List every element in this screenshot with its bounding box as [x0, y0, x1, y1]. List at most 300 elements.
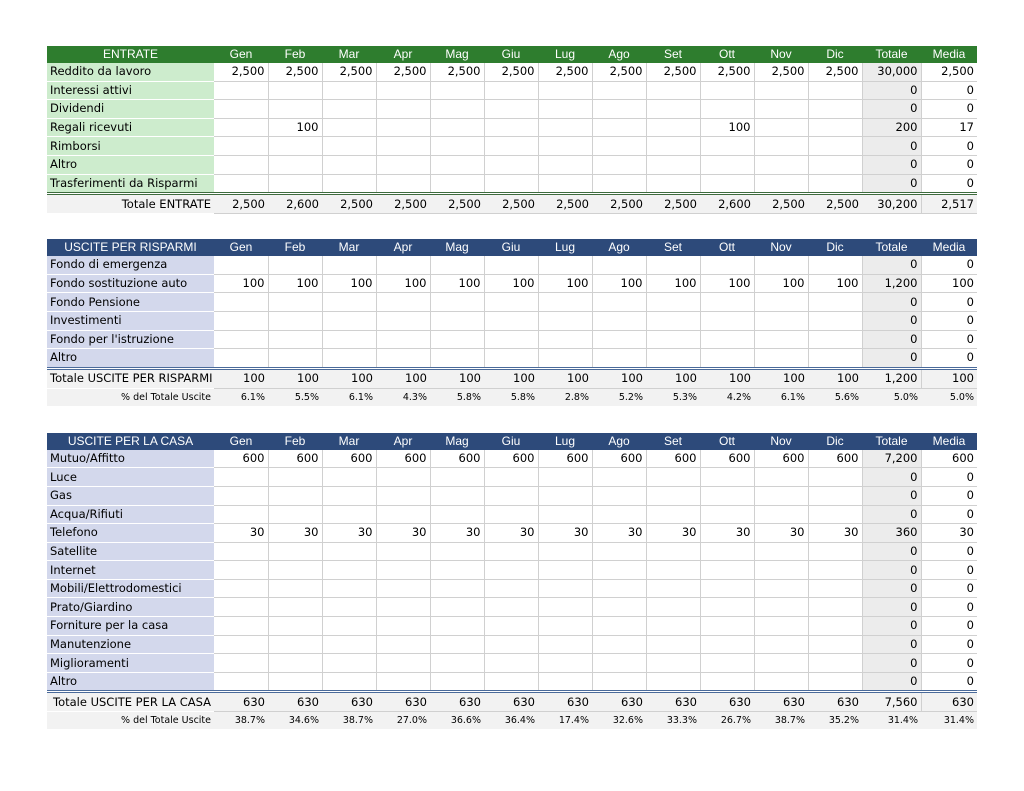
row-label[interactable]: Rimborsi	[47, 137, 214, 156]
month-cell[interactable]: 30	[592, 524, 646, 543]
month-cell[interactable]	[268, 137, 322, 156]
month-cell[interactable]	[592, 579, 646, 598]
month-cell[interactable]: 100	[646, 274, 700, 293]
month-cell[interactable]	[754, 654, 808, 673]
month-cell[interactable]: 2,500	[376, 63, 430, 81]
row-total-cell[interactable]: 0	[862, 486, 921, 505]
percent-month-cell[interactable]: 6.1%	[322, 388, 376, 406]
month-cell[interactable]	[646, 598, 700, 617]
percent-month-cell[interactable]: 26.7%	[700, 712, 754, 730]
row-average-cell[interactable]: 0	[921, 256, 977, 274]
total-month-cell[interactable]: 100	[538, 368, 592, 388]
month-cell[interactable]	[646, 468, 700, 487]
month-cell[interactable]	[808, 617, 862, 636]
month-cell[interactable]	[754, 505, 808, 524]
month-cell[interactable]	[376, 174, 430, 194]
month-cell[interactable]	[376, 256, 430, 274]
month-cell[interactable]	[538, 349, 592, 369]
row-average-cell[interactable]: 0	[921, 293, 977, 312]
row-label[interactable]: Investimenti	[47, 311, 214, 330]
total-month-cell[interactable]: 630	[430, 692, 484, 712]
row-total-cell[interactable]: 0	[862, 81, 921, 100]
percent-total-cell[interactable]: 31.4%	[862, 712, 921, 730]
month-cell[interactable]: 600	[700, 450, 754, 468]
month-cell[interactable]: 100	[268, 274, 322, 293]
month-cell[interactable]	[538, 330, 592, 349]
month-cell[interactable]	[214, 561, 268, 580]
month-cell[interactable]	[214, 174, 268, 194]
month-cell[interactable]	[808, 311, 862, 330]
month-cell[interactable]	[322, 293, 376, 312]
grand-total-cell[interactable]: 7,560	[862, 692, 921, 712]
row-label[interactable]: Miglioramenti	[47, 654, 214, 673]
month-cell[interactable]	[592, 330, 646, 349]
month-cell[interactable]	[376, 118, 430, 137]
month-cell[interactable]	[376, 486, 430, 505]
row-average-cell[interactable]: 0	[921, 598, 977, 617]
month-cell[interactable]	[538, 81, 592, 100]
month-cell[interactable]	[538, 468, 592, 487]
month-cell[interactable]	[376, 137, 430, 156]
total-month-cell[interactable]: 2,500	[592, 194, 646, 214]
month-cell[interactable]	[484, 330, 538, 349]
month-cell[interactable]	[322, 311, 376, 330]
row-total-cell[interactable]: 0	[862, 654, 921, 673]
month-cell[interactable]	[430, 617, 484, 636]
row-total-cell[interactable]: 0	[862, 672, 921, 692]
month-cell[interactable]: 100	[484, 274, 538, 293]
month-cell[interactable]	[592, 486, 646, 505]
row-label[interactable]: Internet	[47, 561, 214, 580]
month-cell[interactable]	[646, 617, 700, 636]
month-cell[interactable]	[376, 542, 430, 561]
month-cell[interactable]: 600	[484, 450, 538, 468]
month-cell[interactable]	[700, 579, 754, 598]
row-average-cell[interactable]: 600	[921, 450, 977, 468]
month-cell[interactable]	[322, 617, 376, 636]
total-month-cell[interactable]: 2,600	[268, 194, 322, 214]
row-label[interactable]: Reddito da lavoro	[47, 63, 214, 81]
total-month-cell[interactable]: 100	[322, 368, 376, 388]
percent-month-cell[interactable]: 6.1%	[214, 388, 268, 406]
row-label[interactable]: Satellite	[47, 542, 214, 561]
month-cell[interactable]	[808, 672, 862, 692]
month-cell[interactable]: 100	[808, 274, 862, 293]
month-cell[interactable]	[322, 174, 376, 194]
month-cell[interactable]	[646, 349, 700, 369]
row-average-cell[interactable]: 0	[921, 579, 977, 598]
month-cell[interactable]: 2,500	[646, 63, 700, 81]
row-label[interactable]: Forniture per la casa	[47, 617, 214, 636]
month-cell[interactable]	[754, 579, 808, 598]
month-cell[interactable]	[538, 486, 592, 505]
month-cell[interactable]	[754, 561, 808, 580]
month-cell[interactable]	[646, 505, 700, 524]
row-label[interactable]: Telefono	[47, 524, 214, 543]
month-cell[interactable]	[808, 137, 862, 156]
month-cell[interactable]	[376, 468, 430, 487]
month-cell[interactable]	[484, 118, 538, 137]
month-cell[interactable]	[538, 505, 592, 524]
month-cell[interactable]: 2,500	[808, 63, 862, 81]
month-cell[interactable]	[646, 81, 700, 100]
month-cell[interactable]	[268, 598, 322, 617]
month-cell[interactable]	[322, 349, 376, 369]
month-cell[interactable]	[754, 542, 808, 561]
month-cell[interactable]	[268, 654, 322, 673]
percent-month-cell[interactable]: 38.7%	[322, 712, 376, 730]
month-cell[interactable]	[592, 672, 646, 692]
month-cell[interactable]	[592, 542, 646, 561]
row-total-cell[interactable]: 0	[862, 542, 921, 561]
percent-month-cell[interactable]: 5.5%	[268, 388, 322, 406]
month-cell[interactable]	[808, 330, 862, 349]
month-cell[interactable]	[538, 311, 592, 330]
month-cell[interactable]	[268, 672, 322, 692]
row-label[interactable]: Fondo sostituzione auto	[47, 274, 214, 293]
total-month-cell[interactable]: 100	[268, 368, 322, 388]
total-month-cell[interactable]: 2,500	[376, 194, 430, 214]
row-label[interactable]: Luce	[47, 468, 214, 487]
month-cell[interactable]	[322, 579, 376, 598]
percent-average-cell[interactable]: 5.0%	[921, 388, 977, 406]
month-cell[interactable]	[376, 155, 430, 174]
month-cell[interactable]	[268, 293, 322, 312]
month-cell[interactable]	[538, 579, 592, 598]
month-cell[interactable]	[430, 155, 484, 174]
month-cell[interactable]	[268, 468, 322, 487]
month-cell[interactable]	[322, 137, 376, 156]
month-cell[interactable]	[484, 635, 538, 654]
month-cell[interactable]	[214, 486, 268, 505]
month-cell[interactable]: 100	[430, 274, 484, 293]
month-cell[interactable]	[322, 672, 376, 692]
row-total-cell[interactable]: 0	[862, 598, 921, 617]
month-cell[interactable]: 100	[754, 274, 808, 293]
month-cell[interactable]	[214, 468, 268, 487]
month-cell[interactable]	[808, 654, 862, 673]
month-cell[interactable]	[430, 256, 484, 274]
month-cell[interactable]	[322, 155, 376, 174]
month-cell[interactable]	[754, 349, 808, 369]
total-month-cell[interactable]: 100	[484, 368, 538, 388]
month-cell[interactable]	[538, 672, 592, 692]
row-total-cell[interactable]: 360	[862, 524, 921, 543]
row-average-cell[interactable]: 0	[921, 486, 977, 505]
row-average-cell[interactable]: 0	[921, 155, 977, 174]
month-cell[interactable]	[430, 118, 484, 137]
percent-month-cell[interactable]: 5.6%	[808, 388, 862, 406]
month-cell[interactable]	[592, 505, 646, 524]
row-average-cell[interactable]: 0	[921, 81, 977, 100]
month-cell[interactable]	[376, 654, 430, 673]
month-cell[interactable]	[484, 174, 538, 194]
month-cell[interactable]	[754, 137, 808, 156]
month-cell[interactable]	[646, 561, 700, 580]
month-cell[interactable]	[754, 617, 808, 636]
month-cell[interactable]	[430, 100, 484, 119]
row-label[interactable]: Altro	[47, 155, 214, 174]
percent-month-cell[interactable]: 5.8%	[484, 388, 538, 406]
month-cell[interactable]	[322, 561, 376, 580]
month-cell[interactable]	[538, 155, 592, 174]
month-cell[interactable]	[700, 293, 754, 312]
month-cell[interactable]	[754, 256, 808, 274]
month-cell[interactable]: 100	[538, 274, 592, 293]
month-cell[interactable]	[322, 330, 376, 349]
row-total-cell[interactable]: 7,200	[862, 450, 921, 468]
month-cell[interactable]	[754, 81, 808, 100]
row-average-cell[interactable]: 0	[921, 505, 977, 524]
month-cell[interactable]	[484, 293, 538, 312]
month-cell[interactable]	[268, 311, 322, 330]
total-month-cell[interactable]: 630	[268, 692, 322, 712]
month-cell[interactable]	[322, 654, 376, 673]
month-cell[interactable]	[214, 137, 268, 156]
month-cell[interactable]	[592, 598, 646, 617]
percent-month-cell[interactable]: 17.4%	[538, 712, 592, 730]
percent-month-cell[interactable]: 34.6%	[268, 712, 322, 730]
total-month-cell[interactable]: 630	[484, 692, 538, 712]
row-total-cell[interactable]: 0	[862, 635, 921, 654]
month-cell[interactable]	[430, 311, 484, 330]
month-cell[interactable]	[808, 81, 862, 100]
month-cell[interactable]: 2,500	[484, 63, 538, 81]
row-total-cell[interactable]: 0	[862, 311, 921, 330]
month-cell[interactable]	[700, 311, 754, 330]
month-cell[interactable]	[538, 542, 592, 561]
month-cell[interactable]: 30	[484, 524, 538, 543]
month-cell[interactable]	[214, 635, 268, 654]
month-cell[interactable]	[754, 672, 808, 692]
total-month-cell[interactable]: 630	[214, 692, 268, 712]
month-cell[interactable]: 2,500	[592, 63, 646, 81]
total-month-cell[interactable]: 100	[214, 368, 268, 388]
month-cell[interactable]	[592, 81, 646, 100]
total-month-cell[interactable]: 630	[322, 692, 376, 712]
month-cell[interactable]	[646, 118, 700, 137]
percent-month-cell[interactable]: 2.8%	[538, 388, 592, 406]
percent-month-cell[interactable]: 33.3%	[646, 712, 700, 730]
total-month-cell[interactable]: 630	[592, 692, 646, 712]
month-cell[interactable]	[268, 561, 322, 580]
percent-month-cell[interactable]: 5.3%	[646, 388, 700, 406]
month-cell[interactable]	[808, 561, 862, 580]
total-month-cell[interactable]: 2,500	[646, 194, 700, 214]
total-month-cell[interactable]: 630	[538, 692, 592, 712]
row-label[interactable]: Fondo Pensione	[47, 293, 214, 312]
month-cell[interactable]	[700, 155, 754, 174]
month-cell[interactable]: 600	[214, 450, 268, 468]
row-label[interactable]: Altro	[47, 672, 214, 692]
month-cell[interactable]	[808, 635, 862, 654]
row-average-cell[interactable]: 0	[921, 654, 977, 673]
row-average-cell[interactable]: 0	[921, 672, 977, 692]
month-cell[interactable]	[700, 468, 754, 487]
month-cell[interactable]: 100	[214, 274, 268, 293]
month-cell[interactable]: 2,500	[430, 63, 484, 81]
month-cell[interactable]	[700, 542, 754, 561]
month-cell[interactable]	[214, 579, 268, 598]
month-cell[interactable]	[646, 579, 700, 598]
month-cell[interactable]	[214, 330, 268, 349]
month-cell[interactable]	[646, 137, 700, 156]
month-cell[interactable]	[754, 486, 808, 505]
month-cell[interactable]	[538, 118, 592, 137]
month-cell[interactable]: 600	[646, 450, 700, 468]
row-average-cell[interactable]: 0	[921, 468, 977, 487]
row-label[interactable]: Mutuo/Affitto	[47, 450, 214, 468]
month-cell[interactable]	[646, 311, 700, 330]
row-total-cell[interactable]: 0	[862, 330, 921, 349]
month-cell[interactable]: 600	[538, 450, 592, 468]
row-label[interactable]: Fondo per l'istruzione	[47, 330, 214, 349]
month-cell[interactable]	[646, 256, 700, 274]
row-total-cell[interactable]: 0	[862, 256, 921, 274]
month-cell[interactable]	[700, 617, 754, 636]
month-cell[interactable]: 100	[322, 274, 376, 293]
row-total-cell[interactable]: 0	[862, 579, 921, 598]
row-label[interactable]: Manutenzione	[47, 635, 214, 654]
row-label[interactable]: Acqua/Rifiuti	[47, 505, 214, 524]
month-cell[interactable]	[376, 349, 430, 369]
month-cell[interactable]	[322, 118, 376, 137]
month-cell[interactable]	[808, 505, 862, 524]
month-cell[interactable]	[268, 349, 322, 369]
total-month-cell[interactable]: 100	[376, 368, 430, 388]
month-cell[interactable]	[430, 598, 484, 617]
month-cell[interactable]	[376, 100, 430, 119]
month-cell[interactable]	[700, 256, 754, 274]
month-cell[interactable]	[646, 672, 700, 692]
total-month-cell[interactable]: 2,500	[322, 194, 376, 214]
month-cell[interactable]	[376, 81, 430, 100]
month-cell[interactable]: 2,500	[322, 63, 376, 81]
month-cell[interactable]	[322, 468, 376, 487]
row-average-cell[interactable]: 17	[921, 118, 977, 137]
month-cell[interactable]: 30	[808, 524, 862, 543]
month-cell[interactable]	[322, 505, 376, 524]
month-cell[interactable]	[214, 155, 268, 174]
month-cell[interactable]	[700, 672, 754, 692]
month-cell[interactable]	[484, 349, 538, 369]
month-cell[interactable]	[700, 598, 754, 617]
month-cell[interactable]: 100	[700, 118, 754, 137]
month-cell[interactable]	[592, 100, 646, 119]
row-total-cell[interactable]: 0	[862, 505, 921, 524]
month-cell[interactable]	[808, 542, 862, 561]
row-total-cell[interactable]: 0	[862, 137, 921, 156]
grand-average-cell[interactable]: 100	[921, 368, 977, 388]
month-cell[interactable]	[214, 542, 268, 561]
month-cell[interactable]	[268, 617, 322, 636]
month-cell[interactable]	[484, 137, 538, 156]
month-cell[interactable]	[484, 654, 538, 673]
month-cell[interactable]	[268, 174, 322, 194]
month-cell[interactable]: 30	[214, 524, 268, 543]
month-cell[interactable]	[430, 486, 484, 505]
row-total-cell[interactable]: 0	[862, 293, 921, 312]
month-cell[interactable]	[538, 100, 592, 119]
row-total-cell[interactable]: 0	[862, 617, 921, 636]
total-month-cell[interactable]: 2,500	[538, 194, 592, 214]
month-cell[interactable]	[592, 349, 646, 369]
month-cell[interactable]	[268, 542, 322, 561]
month-cell[interactable]: 600	[322, 450, 376, 468]
month-cell[interactable]	[700, 81, 754, 100]
month-cell[interactable]	[754, 330, 808, 349]
row-total-cell[interactable]: 0	[862, 155, 921, 174]
month-cell[interactable]	[808, 256, 862, 274]
row-label[interactable]: Fondo di emergenza	[47, 256, 214, 274]
row-total-cell[interactable]: 0	[862, 349, 921, 369]
month-cell[interactable]	[484, 598, 538, 617]
total-month-cell[interactable]: 100	[646, 368, 700, 388]
month-cell[interactable]	[754, 468, 808, 487]
row-total-cell[interactable]: 1,200	[862, 274, 921, 293]
row-label[interactable]: Dividendi	[47, 100, 214, 119]
month-cell[interactable]	[484, 256, 538, 274]
total-month-cell[interactable]: 630	[646, 692, 700, 712]
month-cell[interactable]	[376, 579, 430, 598]
month-cell[interactable]	[700, 174, 754, 194]
month-cell[interactable]	[592, 256, 646, 274]
month-cell[interactable]	[700, 349, 754, 369]
month-cell[interactable]	[430, 330, 484, 349]
month-cell[interactable]	[808, 118, 862, 137]
month-cell[interactable]	[214, 349, 268, 369]
month-cell[interactable]	[646, 654, 700, 673]
month-cell[interactable]	[538, 256, 592, 274]
month-cell[interactable]	[376, 672, 430, 692]
month-cell[interactable]	[484, 100, 538, 119]
percent-average-cell[interactable]: 31.4%	[921, 712, 977, 730]
percent-month-cell[interactable]: 32.6%	[592, 712, 646, 730]
row-average-cell[interactable]: 0	[921, 137, 977, 156]
month-cell[interactable]	[430, 542, 484, 561]
month-cell[interactable]	[592, 155, 646, 174]
row-average-cell[interactable]: 0	[921, 617, 977, 636]
row-total-cell[interactable]: 200	[862, 118, 921, 137]
month-cell[interactable]: 600	[376, 450, 430, 468]
row-label[interactable]: Gas	[47, 486, 214, 505]
percent-month-cell[interactable]: 4.2%	[700, 388, 754, 406]
month-cell[interactable]	[214, 118, 268, 137]
grand-average-cell[interactable]: 630	[921, 692, 977, 712]
month-cell[interactable]	[484, 672, 538, 692]
month-cell[interactable]	[268, 579, 322, 598]
row-label[interactable]: Prato/Giardino	[47, 598, 214, 617]
month-cell[interactable]	[592, 654, 646, 673]
month-cell[interactable]	[268, 81, 322, 100]
row-average-cell[interactable]: 0	[921, 349, 977, 369]
month-cell[interactable]	[808, 468, 862, 487]
row-total-cell[interactable]: 30,000	[862, 63, 921, 81]
month-cell[interactable]	[808, 155, 862, 174]
row-label[interactable]: Interessi attivi	[47, 81, 214, 100]
month-cell[interactable]: 30	[646, 524, 700, 543]
month-cell[interactable]	[484, 617, 538, 636]
month-cell[interactable]	[268, 256, 322, 274]
row-average-cell[interactable]: 0	[921, 330, 977, 349]
month-cell[interactable]	[430, 561, 484, 580]
month-cell[interactable]	[376, 330, 430, 349]
grand-total-cell[interactable]: 1,200	[862, 368, 921, 388]
month-cell[interactable]	[322, 598, 376, 617]
month-cell[interactable]	[322, 81, 376, 100]
month-cell[interactable]	[484, 155, 538, 174]
month-cell[interactable]	[754, 118, 808, 137]
